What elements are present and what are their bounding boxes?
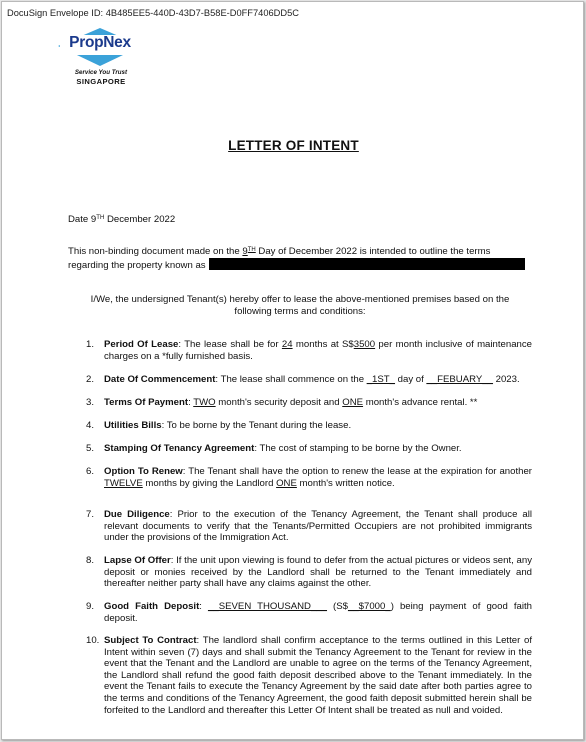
propnex-logo xyxy=(56,26,156,88)
intro-line-2: regarding the property known as xyxy=(68,258,532,272)
intro-line-1: This non-binding document made on the 9TH Day of December 2022 is intended to outline the terms xyxy=(68,246,491,257)
offer-paragraph: I/We, the undersigned Tenant(s) hereby offer to lease the above-mentioned premises based on the following terms and conditions: xyxy=(90,294,510,317)
docusign-envelope-id: DocuSign Envelope ID: 4B485EE5-440D-43D7-B58E-D0FF7406DD5C xyxy=(7,8,299,18)
redacted-address xyxy=(209,258,525,270)
logo-tagline: Service You Trust xyxy=(74,69,128,76)
page-title: LETTER OF INTENT xyxy=(228,138,359,153)
document-page: DocuSign Envelope ID: 4B485EE5-440D-43D7-B58E-D0FF7406DD5C PropNex Service You Trust SINGAPORE LETTER OF INTENT Date 9TH December 2022 This non-binding document made on the 9TH Day of December 2022 is intended to outline the terms regarding the property known as I/We, the undersigned Tenant(s) hereby offer to lease the above-mentioned premises based on the following terms and conditions: 1. Period Of Lease: The lease shall be for 24 months at S$3500 per month inclusive of maintenance charges on a *fully furnished basis. 2. Date Of Commencement: The lease shall commence on the _1ST_ day of __FEBUARY__ 2023. 3. Terms Of Payment: TWO month's security deposit and ONE month's advance rental. ** 4. Utilities Bills: To be borne by the Tenant during the lease. 5. Stamping Of Tenancy Agreement: The cost of stamping to be borne by the Owner. 6. Option To Renew: The Tenant shall have the option to renew the lease at the expiration for another TWELVE months by giving the Landlord ONE month's written notice. 7. Due Diligence: Prior to the execution of the Tenancy Agreement, the Tenant shall produce all relevant documents to verify that the Tenants/Permitted Occupiers are not prohibited immigrants under the provisions of the Immigration Act. 8. Lapse Of Offer: If the unit upon viewing is found to defer from the actual pictures or videos sent, any deposit or monies received by the Landlord shall be returned to the Tenant immediately and thereafter neither party shall have any claims against the other. 9. Good Faith Deposit: __SEVEN THOUSAND___ (S$__$7000_) being payment of good faith deposit. 10. Subject To Contract: The landlord shall confirm acceptance to the terms outlined in this Letter of Intent within seven (7) days and shall submit the Tenancy Agreement to the Tenant for review in the event that the Tenant and the Landlord are unable to agree on the terms of the Tenancy Agreement, the Landlord shall refund the good faith deposit described above to the Tenant immediately. In the event the Tenant fails to execute the Tenancy Agreement by the said date after both parties agree to the terms and conditions of the Tenancy Agreement, the good faith deposit submitted herein shall be forfeited to the Landlord and thereafter this Letter Of Intent shall be treated as null and voided. xyxy=(1,1,584,740)
intro-paragraph xyxy=(68,246,532,271)
logo-country: SINGAPORE xyxy=(76,77,126,86)
logo-name: PropNex xyxy=(69,34,131,51)
letter-date: Date 9TH December 2022 xyxy=(68,214,176,225)
